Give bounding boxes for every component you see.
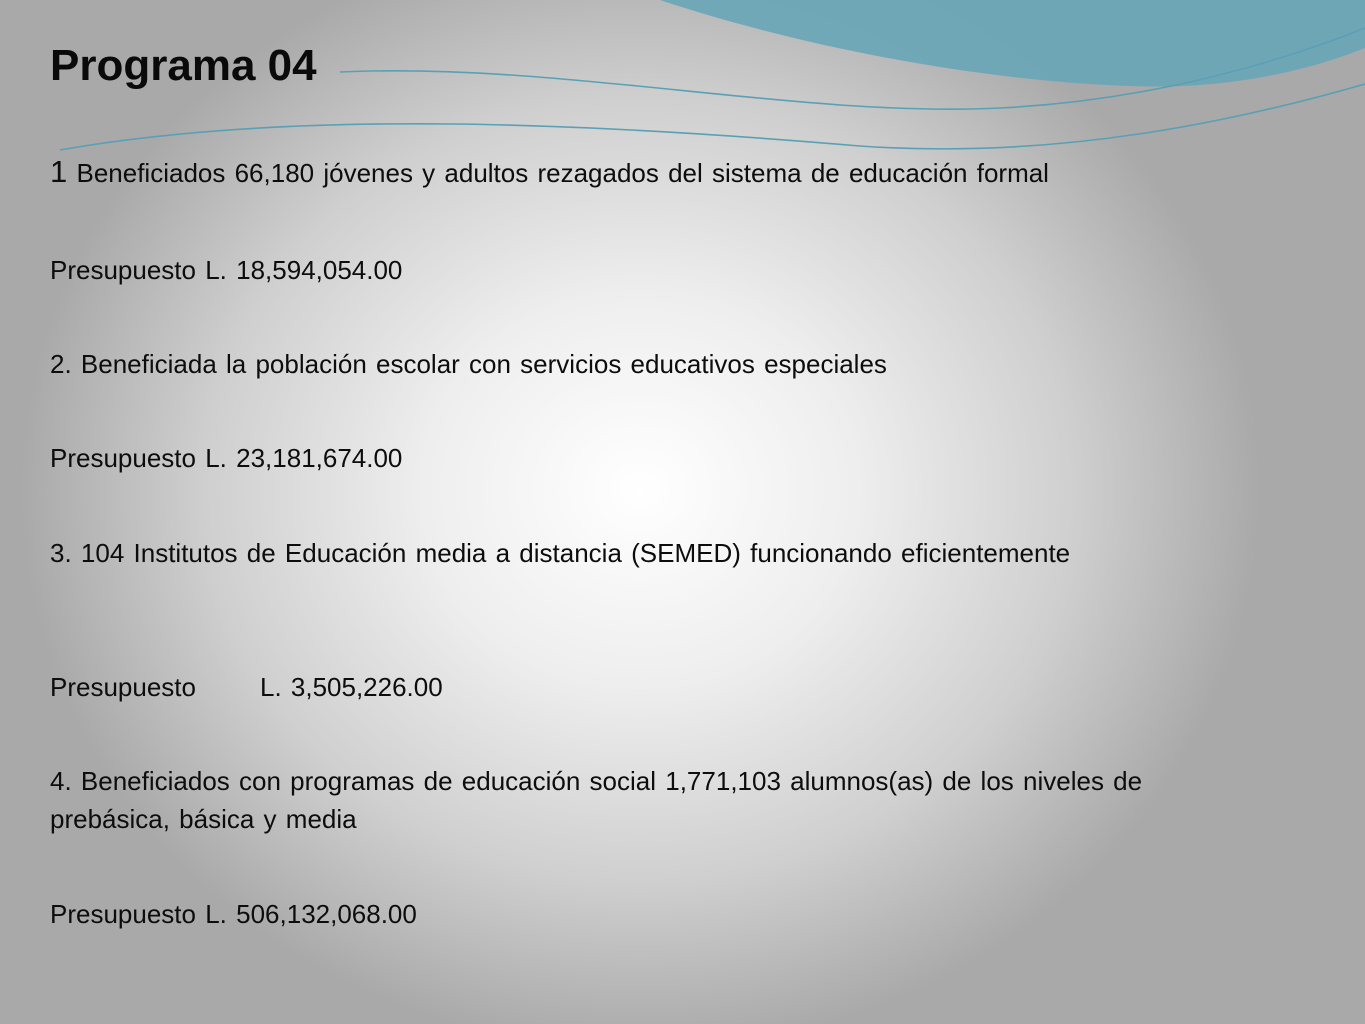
item-4-budget <box>50 895 1290 933</box>
budget-label: Presupuesto <box>50 255 196 285</box>
item-1-budget <box>50 251 1290 289</box>
item-3-description: 3. 104 Institutos de Educación media a distancia (SEMED) funcionando eficientemente <box>50 538 1071 568</box>
item-1-description <box>50 153 1290 192</box>
item-4-description: 4. Beneficiados con programas de educación social 1,771,103 alumnos(as) de los niveles de prebásica, básica y media <box>50 766 1143 834</box>
slide-title: Programa 04 <box>50 41 317 90</box>
item-1-number: 1 <box>50 154 68 189</box>
budget-amount: L. 23,181,674.00 <box>205 443 403 473</box>
item-2-description: 2. Beneficiada la población escolar con servicios educativos especiales <box>50 349 887 379</box>
budget-label: Presupuesto <box>50 443 196 473</box>
item-2-budget <box>50 439 1290 477</box>
budget-label: Presupuesto <box>50 672 196 702</box>
budget-label: Presupuesto <box>50 899 196 929</box>
budget-amount: L. 3,505,226.00 <box>259 672 443 702</box>
budget-amount: L. 506,132,068.00 <box>205 899 417 929</box>
wave-band <box>660 0 1365 87</box>
item-1-text: Beneficiados 66,180 jóvenes y adultos rezagados del sistema de educación formal <box>76 158 1049 188</box>
budget-amount: L. 18,594,054.00 <box>205 255 403 285</box>
item-3-budget <box>50 668 1290 706</box>
